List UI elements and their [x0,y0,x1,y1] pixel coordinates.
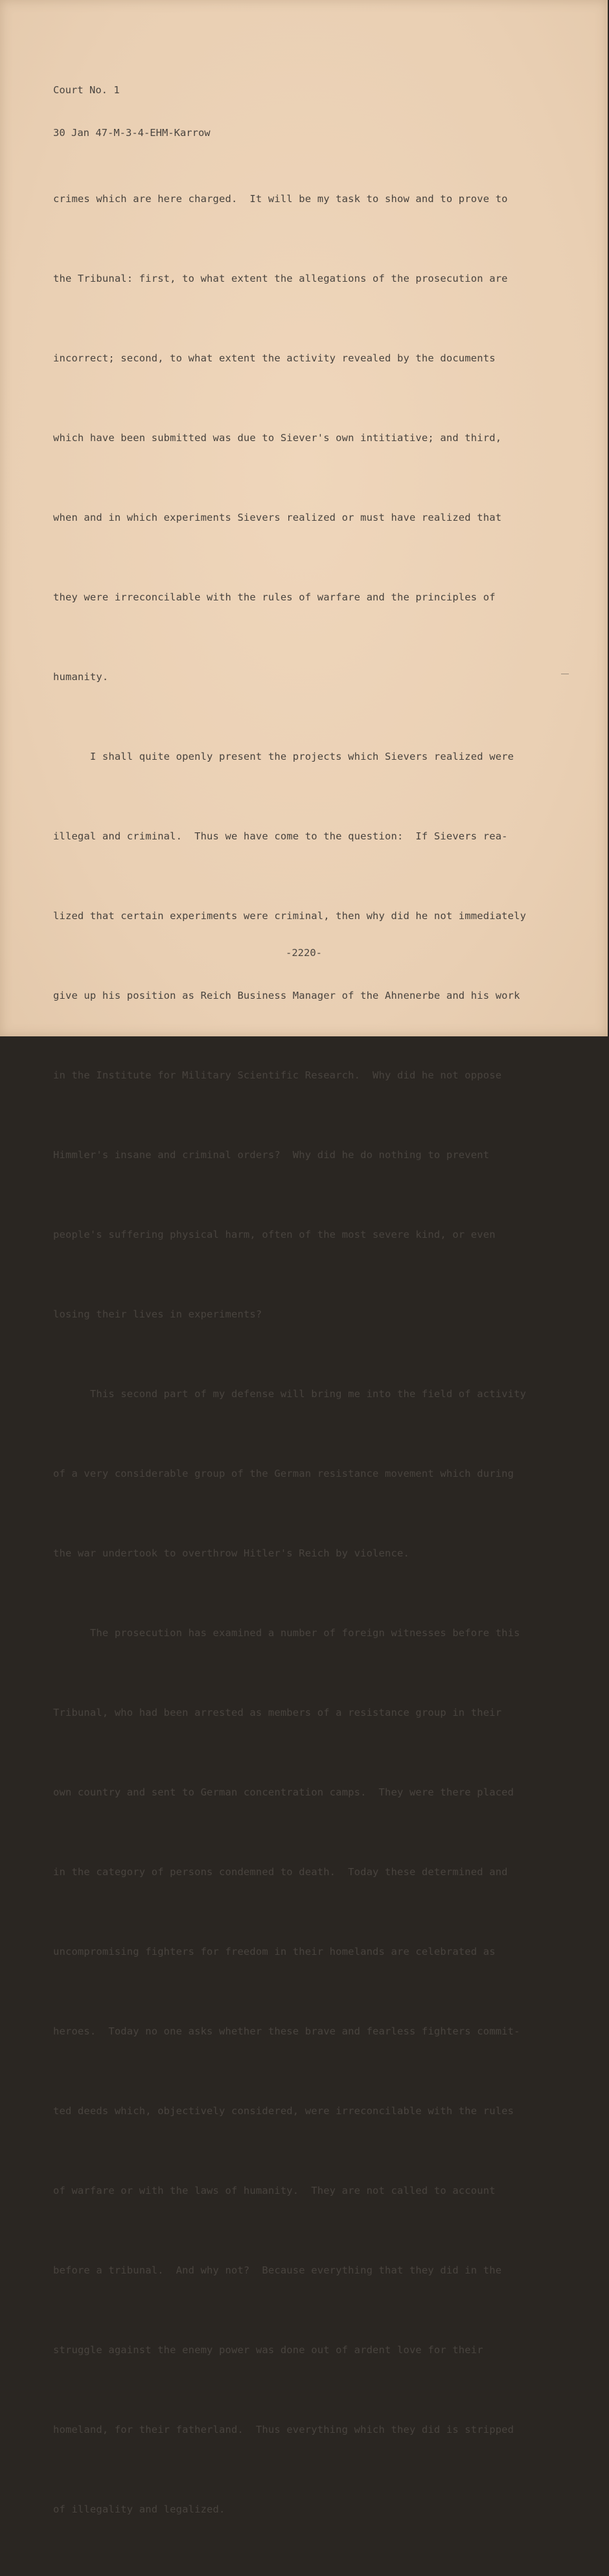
text-line: This second part of my defense will bring me into the field of activity [53,1388,527,1400]
text-line: they were irreconcilable with the rules of warfare and the principles of [53,591,496,603]
text-line: I shall quite openly present the projects which Sievers realized were [53,751,514,762]
text-line: losing their lives in experiments? [53,1308,262,1320]
text-line: which have been submitted was due to Siever's own intitiative; and third, [53,432,502,444]
text-line: lized that certain experiments were criminal, then why did he not immediately [53,910,527,922]
court-label: Court No. 1 [53,84,120,96]
text-line: struggle against the enemy power was done out of ardent love for their [53,2344,483,2356]
text-line: ted deeds which, objectively considered, were irreconcilable with the rules [53,2105,514,2117]
text-line: in the category of persons condemned to death. Today these determined and [53,1866,508,1878]
text-line: heroes. Today no one asks whether these brave and fearless fighters commit- [53,2025,520,2037]
text-line: Tribunal, who had been arrested as members of a resistance group in their [53,1707,502,1718]
text-line: the Tribunal: first, to what extent the allegations of the prosecution are [53,273,508,284]
text-line: illegal and criminal. Thus we have come to the question: If Sievers rea- [53,830,508,842]
text-line: uncompromising fighters for freedom in their homelands are celebrated as [53,1946,496,1957]
text-line: of warfare or with the laws of humanity. They are not called to account [53,2185,496,2196]
text-line: the war undertook to overthrow Hitler's Reich by violence. [53,1547,409,1559]
transcript-reference: 30 Jan 47-M-3-4-EHM-Karrow [53,127,211,139]
text-line: homeland, for their fatherland. Thus everything which they did is stripped [53,2424,514,2435]
transcript-body [53,133,571,2576]
text-line: people's suffering physical harm, often of the most severe kind, or even [53,1229,496,1240]
text-line: of illegality and legalized. [53,2503,225,2515]
text-line: own country and sent to German concentration camps. They were there placed [53,1786,514,1798]
text-line: incorrect; second, to what extent the activity revealed by the documents [53,352,496,364]
text-line: The prosecution has examined a number of foreign witnesses before this [53,1627,520,1639]
text-line: give up his position as Reich Business Manager of the Ahnenerbe and his work [53,990,520,1001]
text-line: humanity. [53,671,109,683]
page-number: -2220- [286,947,322,959]
text-line: before a tribunal. And why not? Because everything that they did in the [53,2264,502,2276]
text-line: Himmler's insane and criminal orders? Why did he do nothing to prevent [53,1149,490,1161]
text-line: of a very considerable group of the German resistance movement which during [53,1468,514,1479]
text-line: when and in which experiments Sievers realized or must have realized that [53,512,502,523]
text-line: in the Institute for Military Scientific Research. Why did he not oppose [53,1069,502,1081]
text-line: crimes which are here charged. It will be my task to show and to prove to [53,193,508,205]
